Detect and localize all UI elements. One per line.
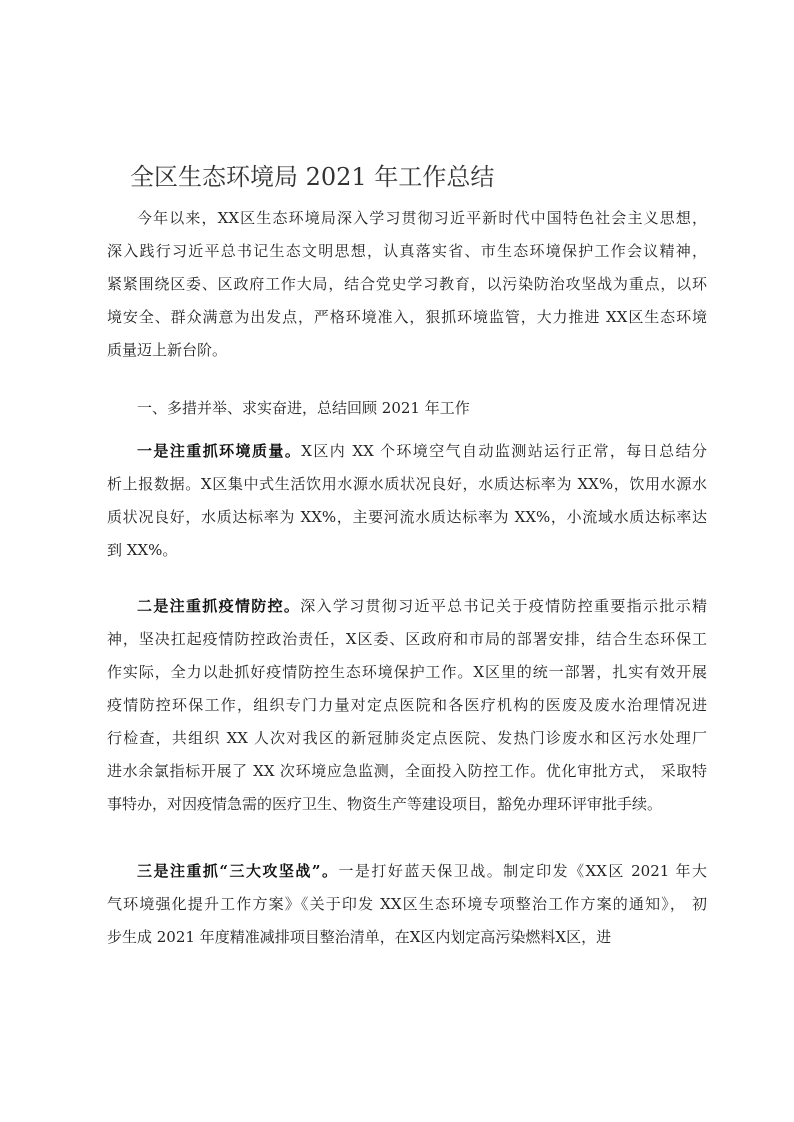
text-line: 境安全、群众满意为出发点，严格环境准入，狠抓环境监管，大力推进 XX区生态环境 bbox=[107, 308, 707, 326]
document-title: 全区生态环境局 2021 年工作总结 bbox=[130, 163, 495, 191]
paragraph-lead: 一是注重抓环境质量。 bbox=[137, 442, 302, 460]
text-line: 今年以来，XX区生态环境局深入学习贯彻习近平新时代中国特色社会主义思想， bbox=[137, 209, 707, 227]
text-line: 紧紧围绕区委、区政府工作大局，结合党史学习教育，以污染防治攻坚战为重点，以环 bbox=[107, 275, 707, 293]
text-line: 析上报数据。X区集中式生活饮用水源水质状况良好，水质达标率为 XX%，饮用水源水 bbox=[107, 475, 707, 493]
text-line: 神，坚决扛起疫情防控政治责任，X区委、区政府和市局的部署安排，结合生态环保工 bbox=[107, 630, 707, 648]
environment-quality-paragraph bbox=[107, 435, 707, 567]
section-heading-text: 一、多措并举、求实奋进，总结回顾 2021 年工作 bbox=[137, 399, 470, 417]
epidemic-control-paragraph bbox=[107, 590, 707, 821]
three-battles-paragraph bbox=[107, 855, 707, 954]
text-line: 气环境强化提升工作方案》《关于印发 XX区生态环境专项整治工作方案的通知》， 初 bbox=[107, 895, 707, 913]
text-line: 疫情防控环保工作，组织专门力量对定点医院和各医疗机构的医废及废水治理情况进 bbox=[107, 696, 707, 714]
paragraph-lead: 二是注重抓疫情防控。 bbox=[137, 597, 301, 615]
text-line: 事特办，对因疫情急需的医疗卫生、物资生产等建设项目，豁免办理环评审批手续。 bbox=[107, 795, 663, 813]
text-run: 一是打好蓝天保卫战。制定印发《XX区 2021 年大 bbox=[338, 862, 707, 880]
text-run: X区内 XX 个环境空气自动监测站运行正常，每日总结分 bbox=[301, 442, 707, 460]
section-heading-1 bbox=[107, 392, 707, 425]
text-line: 到 XX%。 bbox=[107, 541, 178, 559]
intro-paragraph bbox=[107, 202, 707, 367]
text-line: 进水余氯指标开展了 XX 次环境应急监测，全面投入防控工作。优化审批方式， 采取特 bbox=[107, 762, 707, 780]
text-line: 质状况良好，水质达标率为 XX%，主要河流水质达标率为 XX%，小流域水质达标率达 bbox=[107, 508, 707, 526]
text-line: 质量迈上新台阶。 bbox=[107, 341, 228, 359]
text-line: 深入践行习近平总书记生态文明思想，认真落实省、市生态环境保护工作会议精神， bbox=[107, 242, 707, 260]
text-line: 步生成 2021 年度精准减排项目整治清单，在X区内划定高污染燃料X区，进 bbox=[107, 928, 612, 946]
paragraph-lead: 三是注重抓“三大攻坚战”。 bbox=[137, 862, 339, 880]
text-line: 行检查，共组织 XX 人次对我区的新冠肺炎定点医院、发热门诊废水和区污水处理厂 bbox=[107, 729, 707, 747]
text-run: 深入学习贯彻习近平总书记关于疫情防控重要指示批示精 bbox=[300, 597, 707, 615]
text-line: 作实际，全力以赴抓好疫情防控生态环境保护工作。X区里的统一部署，扎实有效开展 bbox=[107, 663, 707, 681]
